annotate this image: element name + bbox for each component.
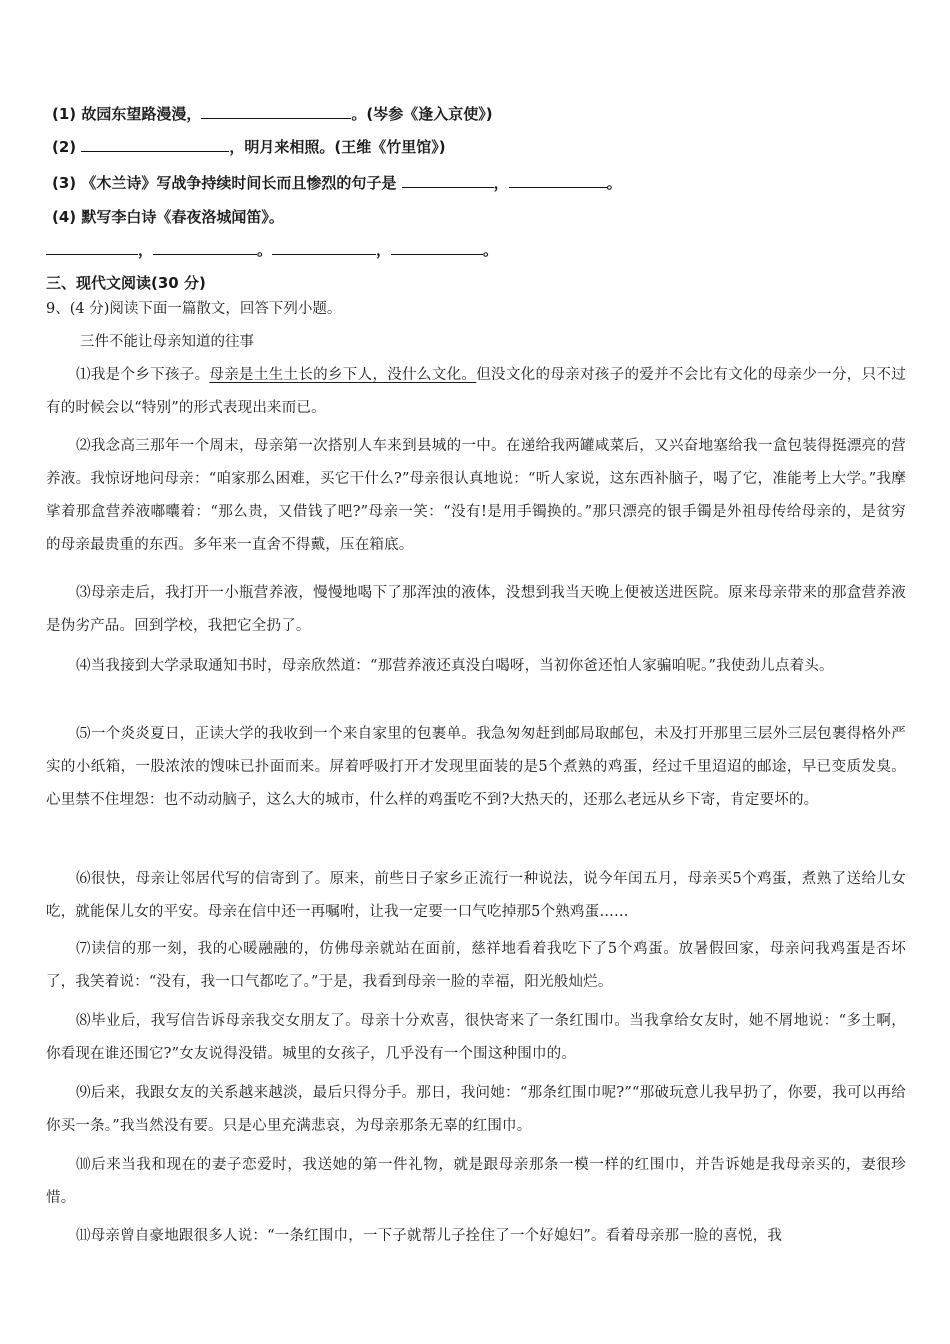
separator: ， <box>138 241 154 259</box>
section-title: 三、现代文阅读(30 分) <box>46 274 206 292</box>
question-2-source: ，明月来相照。(王维《竹里馆》) <box>229 138 446 156</box>
question-4 <box>52 207 284 227</box>
answer-blank[interactable] <box>509 173 607 188</box>
separator: ， <box>493 174 509 192</box>
answer-blank[interactable] <box>153 240 257 255</box>
terminator: 。 <box>606 174 622 192</box>
separator: ， <box>376 241 392 259</box>
answer-blank[interactable] <box>402 173 494 188</box>
p1-start: ⑴我是个乡下孩子。 <box>76 367 210 383</box>
question-4-text: 默写李白诗《春夜洛城闻笛》。 <box>81 208 284 226</box>
answer-blank[interactable] <box>46 240 138 255</box>
essay-paragraph-8: ⑻毕业后，我写信告诉母亲我交女朋友了。母亲十分欢喜，很快寄来了一条红围巾。当我拿给女友时，她不屑地说：“多土啊，你看现在谁还围它?”女友说得没错。城里的女孩子，几乎没有一个围这种围巾的。 <box>46 1013 906 1062</box>
separator: 。 <box>257 241 273 259</box>
question-4-number: (4) <box>52 208 77 226</box>
answer-blank[interactable] <box>272 240 376 255</box>
terminator: 。 <box>483 241 499 259</box>
p1-underlined-sentence: 母亲是土生土长的乡下人，没什么文化。 <box>209 367 477 383</box>
question-1 <box>52 104 493 124</box>
question-2-number: (2) <box>52 138 77 156</box>
question-3 <box>52 173 622 193</box>
question-4-answer-line <box>46 240 498 260</box>
question-2 <box>52 137 446 157</box>
question-3-text: 《木兰诗》写战争持续时间长而且惨烈的句子是 <box>81 174 397 192</box>
essay-paragraph-6: ⑹很快，母亲让邻居代写的信寄到了。原来，前些日子家乡正流行一种说法，说今年闰五月，母亲买5个鸡蛋，煮熟了送给儿女吃，就能保儿女的平安。母亲在信中还一再嘱咐，让我一定要一口气吃掉那5个熟鸡蛋…… <box>46 871 906 920</box>
essay-paragraph-4: ⑷当我接到大学录取通知书时，母亲欣然道：“那营养液还真没白喝呀，当初你爸还怕人家骗咱呢。”我使劲儿点着头。 <box>76 658 834 674</box>
essay-title: 三件不能让母亲知道的往事 <box>80 334 254 350</box>
essay-paragraph-3: ⑶母亲走后，我打开一小瓶营养液，慢慢地喝下了那浑浊的液体，没想到我当天晚上便被送进医院。原来母亲带来的那盒营养液是伪劣产品。回到学校，我把它全扔了。 <box>46 585 906 634</box>
essay-paragraph-11: ⑾母亲曾自豪地跟很多人说：“一条红围巾，一下子就帮儿子拴住了一个好媳妇”。看着母亲那一脸的喜悦，我 <box>76 1228 783 1244</box>
question-1-source: 。(岑参《逢入京使》) <box>351 105 493 123</box>
question-9-label: 9、(4 分)阅读下面一篇散文，回答下列小题。 <box>46 301 342 317</box>
question-3-number: (3) <box>52 174 77 192</box>
p1-rest: 但没文化的母亲对孩子的爱并不会比有文化的母亲少一分，只不过有的时候会以“特别”的形式表现出来而已。 <box>46 367 906 416</box>
answer-blank[interactable] <box>81 137 229 152</box>
essay-paragraph-2: ⑵我念高三那年一个周末，母亲第一次搭别人车来到县城的一中。在递给我两罐咸菜后，又兴奋地塞给我一盒包装得挺漂亮的营养液。我惊讶地问母亲：“咱家那么困难，买它干什么?”母亲很认真地说：“听人家说，这东西补脑子，喝了它，准能考上大学。”我摩挲着那盒营养液嘟囔着：“那么贵，又借钱了吧?”母亲一笑：“没有!是用手镯换的。”那只漂亮的银手镯是外祖母传给母亲的，是贫穷的母亲最贵重的东西。多年来一直舍不得戴，压在箱底。 <box>46 438 906 553</box>
essay-paragraph-10: ⑽后来当我和现在的妻子恋爱时，我送她的第一件礼物，就是跟母亲那条一模一样的红围巾，并告诉她是我母亲买的，妻很珍惜。 <box>46 1157 906 1206</box>
question-1-number: (1) <box>52 105 77 123</box>
answer-blank[interactable] <box>201 104 351 119</box>
essay-paragraph-7: ⑺读信的那一刻，我的心暖融融的，仿佛母亲就站在面前，慈祥地看着我吃下了5个鸡蛋。放暑假回家，母亲问我鸡蛋是否坏了，我笑着说：“没有，我一口气都吃了。”于是，我看到母亲一脸的幸福，阳光般灿烂。 <box>46 941 906 990</box>
essay-paragraph-1 <box>46 359 906 425</box>
essay-paragraph-5: ⑸一个炎炎夏日，正读大学的我收到一个来自家里的包裹单。我急匆匆赶到邮局取邮包，未及打开那里三层外三层包裹得格外严实的小纸箱，一股浓浓的馊味已扑面而来。屏着呼吸打开才发现里面装的是5个煮熟的鸡蛋，经过千里迢迢的邮途，早已变质发臭。心里禁不住埋怨：也不动动脑子，这么大的城市，什么样的鸡蛋吃不到?大热天的，还那么老远从乡下寄，肯定要坏的。 <box>46 726 906 808</box>
answer-blank[interactable] <box>391 240 483 255</box>
essay-paragraph-9: ⑼后来，我跟女友的关系越来越淡，最后只得分手。那日，我问她：“那条红围巾呢?”“那破玩意儿我早扔了，你要，我可以再给你买一条。”我当然没有要。只是心里充满悲哀，为母亲那条无辜的红围巾。 <box>46 1085 906 1134</box>
question-1-text: 故园东望路漫漫， <box>81 105 202 123</box>
